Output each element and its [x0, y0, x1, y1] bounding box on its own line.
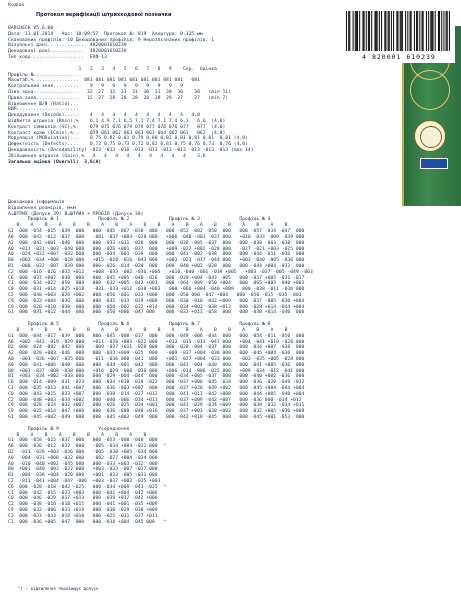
- detail-line: A0 -001 -036 +007 -035 000 -011 -036 000 -041 000 +001 -027 +004 -033 000 -002 -035 +005 -028 000: [8, 356, 305, 362]
- barcode-bar: [385, 11, 386, 51]
- barcode-bar: [381, 11, 382, 51]
- report-line: Контрольний знак......... 9 9 9 9 9 9 9 9 9: [8, 84, 183, 90]
- barcode-bar: [428, 11, 429, 51]
- report-line: Тип коду................... EAN-13: [8, 55, 107, 61]
- barcode-bar: [389, 11, 390, 51]
- detail-line: A8 000 -036 -012 -032 000 -005 -034 +004 -031 000 ^: [8, 444, 167, 450]
- detail-line: B A B A B B A B A B B A B A B B A B A B: [8, 327, 288, 333]
- report-line: Візуальні дані............. 4820001610239: [8, 43, 127, 49]
- detail-line: B0 +001 -040 -003 -022 000 +003 -033 -007 -037 000: [8, 467, 158, 473]
- detail-line: C9 000 -028 -024 -032 +007 000 -026 -025 -034 +003 000 -041 -029 -034 +009 000 -038 -032 -034 +011: [8, 403, 305, 409]
- barcode-bar: [402, 11, 403, 51]
- detail-line: C6 000 -037 +007 -038 000 000 -045 +005 -040 -026 000 -039 +004 -043 -005 000 -037 +005 -031 -017: [8, 275, 305, 281]
- detail-line: C9 000 -033 +004 -036 000 000 -042 -033 -029 +008 000 -030 -010 -042 +009 000 -037 -005 -030 +004: [8, 298, 305, 304]
- report-line: 1 2 3 4 5 6 7 8 9 Сер. Оцінка: [8, 66, 217, 72]
- detail-line: C1 000 -034 +022 -050 000 000 -032 +005 -042 +003 000 -064 -009 -050 +004 000 -065 +003 -040 +003: [8, 281, 305, 287]
- report-line: Контраст символів (SC),%. 079 075 076 079 079 077 076 076 077 077 (4,0): [8, 124, 226, 130]
- detail-line: C3 000 -033 -033 -019 +010 000 -025 -011 -037 +011: [8, 513, 158, 519]
- report-line: Права зона............... 15 27 28 28 28 28 28 29 27 27 (min 7): [8, 95, 229, 101]
- barcode-bars: [346, 11, 450, 51]
- barcode-bar: [368, 11, 369, 51]
- barcode-bar: [447, 11, 448, 51]
- detail-line: A0 000 -041 +006 -040 000 000 -044 -001 -042 000 000 -043 -004 -040 000 000 -041 +005 -036 000: [8, 362, 305, 368]
- barcode-bar: [377, 11, 378, 51]
- detail-line: A8 000 -042 -012 -037 000 -001 -037 +004 -028 000 +006 -040 -001 -037 000 +010 -033 -009 -039 000: [8, 234, 305, 240]
- barcode-label: [343, 8, 455, 63]
- barcode-bar: [419, 11, 420, 51]
- barcode-bar: [435, 11, 436, 51]
- detail-line: Профіль № 5 Профіль № 6 Профіль № 7 Профіль № 8: [8, 322, 271, 328]
- page-title: Протокол верифікації штрихкодової позначки: [36, 12, 172, 18]
- barcode-bar: [431, 11, 432, 51]
- report-line: Відношення Ш/В (Ratio)...: [8, 101, 79, 107]
- barcode-bar: [441, 11, 442, 51]
- report-line: Модуляція (MODulation)... 0,75 0,82 0,81 0,79 0,80 0,82 0,81 0,81 0,81 0,81 (4,0): [8, 136, 248, 142]
- detail-line: C0 000 -031 +014 -025 +010 -031 -033 +012 -038 +003 000 -066 +004 -040 +009 000 -038 -011 -036 000: [8, 287, 305, 293]
- detail-line: Довідкова інформація: [8, 200, 65, 205]
- detail-line: G1 000 -044 -017 -039 000 000 -045 -008 -037 000 000 -049 -008 -044 000 000 -054 -011 -050 000: [8, 333, 305, 339]
- barcode-bar: [449, 11, 450, 51]
- barcode-bar: [359, 11, 360, 51]
- detail-line: C0 000 -046 -029 -017 +013 000 -039 +017 -042 +006: [8, 496, 158, 502]
- detail-line: A2 000 -028 +003 -046 000 000 -033 +009 -025 000 -009 -037 +004 -038 000 000 -045 +004 -036 000: [8, 351, 305, 357]
- report-line: Дата: 13.01.2014 Час: 10:09:57 Протокол №: 819 Апертура: 0.125 мм: [8, 31, 203, 37]
- barcode-digits: 4 820001 610239: [362, 53, 436, 61]
- detail-line: B0 +001 -037 -008 -038 000 +016 -029 -008 -036 000 +006 -034 -006 -035 000 +009 -034 -012 -041 000: [8, 368, 305, 374]
- detail-line: G1 000 -054 -015 -039 000 000 -045 -007 -030 000 000 -052 -002 -050 000 000 -057 -034 -047 000: [8, 229, 305, 235]
- report-line: Масштаб,%................ 081 081 081 081 081 081 081 081 081 081: [8, 78, 200, 84]
- detail-line: C1 000 -035 +013 -041 +007 000 -036 -003 +007 000 000 -037 +020 -049 +002 000 -045 +004 -044 +004: [8, 386, 305, 391]
- barcode-bar: [439, 11, 440, 51]
- detail-line: A2 000 -042 +001 -040 000 000 -033 +011 -026 000 000 -036 -005 -037 000 000 -038 -003 -038 000: [8, 240, 305, 246]
- detail-line: Профіль № 9 Усереднення: [8, 426, 130, 432]
- barcode-bar: [379, 11, 380, 51]
- barcode-bar: [391, 11, 392, 51]
- report-line: Декодовані дані............ 4820001610239: [8, 49, 127, 55]
- report-line: Збільшення штрихів (Gain),% 4 4 4 4 4 4 4 4 4 3,6: [8, 153, 206, 159]
- detail-line: A0 -024 +032 +007 -032 000 000 -034 -001 -039 000 000 -041 -002 -038 000 000 -044 -011 -036 000: [8, 252, 305, 258]
- detail-line: Профіль № 1 Профіль № 2 Профіль № 3 Профіль № 4: [8, 217, 271, 223]
- barcode-bar: [374, 11, 375, 51]
- barcode-bar: [405, 11, 406, 51]
- detail-line: B0 +003 -034 +000 -028 000 +015 -028 -016 -043 000 +003 -023 -017 -044 000 +003 -040 -005 -036 000: [8, 258, 305, 264]
- barcode-bar: [364, 11, 365, 51]
- barcode-bar: [397, 11, 398, 51]
- report-line: Профіль №................: [8, 72, 79, 78]
- barcode-bar: [396, 11, 397, 51]
- barcode-bar: [388, 11, 389, 51]
- detail-line: B2 000 -024 -002 -042 000 -009 -037 +011 -028 000 000 -028 -004 -037 000 000 -034 +007 -038 000: [8, 345, 305, 351]
- detail-line: A0 -010 -040 +002 -045 000 000 -033 +003 -032 000: [8, 461, 158, 467]
- barcode-bar: [407, 11, 408, 51]
- detail-line: C6 000 -028 -018 -042 -025 000 -034 +009 -041 -025 ^: [8, 484, 167, 490]
- detail-line: B A B A B B A B A B B A B A B B A B A B: [8, 223, 288, 229]
- barcode-bar: [414, 11, 415, 51]
- detail-line: C2 000 -048 +003 -034 +002 000 -040 -006 -034 +011 000 -037 +009 -042 +007 000 -036 000 -034 +012: [8, 397, 302, 403]
- detail-line: C9 000 -022 +014 -047 +000 000 -036 -009 -040 +016 000 -037 +003 -038 +002 000 -032 +005 -036 +008: [8, 409, 305, 415]
- detail-line: C2 000 -048 +003 -026 +002 000 -056 -001 -033 +008 000 -050 000 -047 +004 000 -050 -015 -035 -001: [8, 293, 302, 298]
- detail-line: G1 000 -031 +012 -044 000 000 -050 +006 -047 000 000 -033 +011 -058 000 000 -030 +014 -040 000: [8, 310, 305, 316]
- report-line: Дефектність (Defects).... 0,72 0,75 0,73 0,72 0,82 0,81 0,75 0,76 0,73 0,76 (4,0): [8, 142, 248, 148]
- barcode-bar: [362, 11, 363, 51]
- detail-line: A0 -004 -031 +008 -032 000 -002 -027 +004 -034 000: [8, 455, 158, 461]
- barcode-bar: [369, 11, 370, 51]
- header-code: Кодіак: [8, 3, 25, 8]
- barcode-bar: [353, 11, 354, 51]
- iso-badge-icon: [420, 158, 448, 169]
- verification-report: [8, 26, 254, 166]
- barcode-bar: [438, 11, 439, 51]
- detail-line: C6 000 -014 -009 -031 -023 000 -034 +010 -039 -022 000 -037 +006 -045 -034 000 -036 -020 -049 -032: [8, 380, 305, 386]
- barcode-bar: [393, 11, 394, 51]
- report-line: Контраст краю (ECmin),%.. 059 061 062 063 063 063 064 062 061 062 (4,0): [8, 130, 226, 136]
- detail-line: A8 +002 -042 -019 -029 000 +011 -028 +003 -022 000 +013 -015 -013 -047 000 +004 -041 +010 -028 000: [8, 339, 305, 345]
- detail-line: A0 +011 -031 -003 -040 000 000 -026 +001 -037 000 +009 -022 +002 -028 000 -027 -021 +003 -025 000: [8, 246, 305, 252]
- barcode-bar: [432, 11, 433, 51]
- footnote: ^) - відхилення перевищує допуск: [18, 586, 99, 591]
- detail-line: C9 000 -032 -006 -033 +019 000 -030 -029 -030 +009: [8, 508, 158, 514]
- reference-information: [8, 200, 313, 526]
- barcode-bar: [416, 11, 417, 51]
- detail-line: Відхилення розмірів, мкм: [8, 205, 76, 211]
- detail-line: C2 000 -038 -010 -018 +015 000 -041 +001 -035 +009: [8, 502, 158, 508]
- detail-line: C1 000 -036 +005 -047 000 000 -038 +004 -045 000 ^: [8, 519, 167, 525]
- detail-line: B1 -008 -032 -007 -039 000 000 -026 -014 -028 000 000 -040 +002 -028 000 000 -044 +004 -032 000: [8, 263, 305, 269]
- barcode-bar: [346, 11, 347, 51]
- detail-line: B1 +003 -034 +002 -033 000 000 -029 -004 -044 000 000 -034 +005 -037 000 000 -040 +002 -036 000: [8, 374, 305, 380]
- ornament-circle: [410, 70, 450, 110]
- detail-line: G1 000 -058 -015 -037 000 000 -053 -008 -040 000: [8, 438, 158, 444]
- report-line: Відбиття штрихів (Rmin),% 6,1 4,9 7,1 6,5 7,1 7,4 7,1 7,4 6,1 6,6 (4,0): [8, 119, 226, 124]
- detail-line: C1 000 -042 -015 -023 +003 000 -041 +004 -042 +006: [8, 490, 158, 496]
- barcode-bar: [417, 11, 418, 51]
- barcode-bar: [430, 11, 431, 51]
- barcode-bar: [357, 11, 358, 51]
- detail-line: B A B A B B A B A B: [8, 432, 147, 438]
- detail-line: G1 000 -045 +002 -049 000 000 -045 +002 -049 000 000 -042 +010 -045 000 000 -045 +001 -053 000: [8, 415, 305, 421]
- barcode-bar: [371, 11, 372, 51]
- barcode-bar: [443, 11, 444, 51]
- detail-line: C2 000 -016 -026 -032 +012 +008 -033 -002 -036 +005 +010 -040 -001 -039 +005 +003 -037 -005 -049 -003: [8, 269, 313, 275]
- barcode-bar: [355, 11, 356, 51]
- report-line: Декодованість (Decodability) -013 -013 -016 -013 -013 -013 -013 -013 -013 -013 (max 14): [8, 148, 254, 154]
- detail-line: B2 -011 -028 +003 -036 000 -005 -030 +005 -034 000: [8, 449, 158, 455]
- report-line: Декодування (Decode)..... 4 4 4 4 4 4 4 4 4 4,0: [8, 113, 200, 119]
- barcode-bar: [348, 11, 349, 51]
- detail-line: C2 -011 -041 +004 -047 -006 +003 -037 +002 -035 +003: [8, 479, 161, 484]
- detail-line: A=ШТРИХ (Допуск 39) B=ШТРИХ + ПРОБІЛ (Допуск 38): [8, 211, 144, 217]
- barcode-bar: [356, 11, 357, 51]
- report-line: Ліва зона................ 32 27 32 31 31 30 31 30 30 30 (min 11): [8, 89, 231, 95]
- report-line: BARCHECK V5.6.00: [8, 26, 54, 31]
- barcode-bar: [384, 11, 385, 51]
- report-line: ВИЯ......................: [8, 107, 79, 113]
- report-line: Сканованих профілів: 10 Декодованих профілів: 9 Нерозпізнаних профілів: 1: [8, 37, 215, 43]
- detail-line: B1 -004 -038 +004 -020 000 +001 -033 -005 -031 000: [8, 473, 158, 479]
- barcode-bar: [376, 11, 377, 51]
- barcode-bar: [400, 11, 401, 51]
- barcode-bar: [409, 11, 410, 51]
- barcode-bar: [426, 11, 427, 51]
- quality-seal-icon: [414, 120, 446, 152]
- barcode-bar: [423, 11, 424, 51]
- barcode-bar: [446, 11, 447, 51]
- barcode-bar: [349, 11, 350, 51]
- report-line: Загальна оцінка (Overall) 3,6(A): [8, 159, 102, 165]
- barcode-bar: [422, 11, 423, 51]
- barcode-bar: [411, 11, 412, 51]
- detail-line: C0 000 -043 +015 -033 +007 000 -038 -014 -027 +012 000 -041 +013 -042 +008 000 -044 +005 -040 +004: [8, 391, 305, 397]
- barcode-bar: [366, 11, 367, 51]
- barcode-bar: [401, 11, 402, 51]
- detail-line: C9 000 -020 +010 -038 000 000 -050 -002 -032 +014 000 -034 +002 -038 +013 000 -028 +014 -044 +004: [8, 304, 305, 310]
